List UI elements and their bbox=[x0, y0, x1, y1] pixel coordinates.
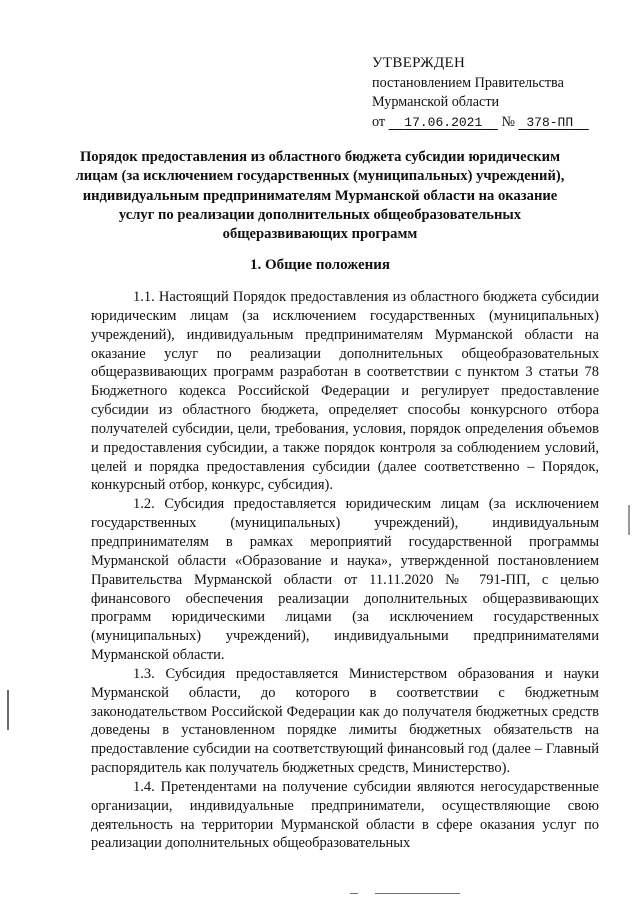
scan-margin-mark bbox=[7, 690, 9, 730]
approval-number bbox=[519, 115, 589, 130]
paragraph-1-3: 1.3. Субсидия предоставляется Министерством образования и науки Мурманской области, до которого в соответствии с бюджетным законодательством Российской Федерации как до получателя бюджетных средств доведены в установленном порядке лимиты бюджетных обязательств на предоставление субсидии на соответствующий финансовый год (далее – Главный распорядитель как получатель бюджетных средств, Министерство). bbox=[91, 665, 599, 777]
approval-number-value: 378-ПП bbox=[526, 114, 574, 130]
approval-date bbox=[389, 115, 498, 130]
section-heading: 1. Общие положения bbox=[249, 257, 391, 273]
section-body bbox=[91, 288, 599, 853]
bottom-mark-short bbox=[350, 893, 358, 894]
approval-date-line bbox=[372, 113, 622, 133]
date-prefix: от bbox=[372, 113, 386, 130]
approval-line-1: постановлением Правительства bbox=[372, 74, 564, 91]
approval-date-value: 17.06.2021 bbox=[404, 114, 483, 130]
approval-line-2: Мурманской области bbox=[372, 94, 500, 110]
paragraph-1-1: 1.1. Настоящий Порядок предоставления из областного бюджета субсидии юридическим лицам (за исключением государственных (муниципальных) учреждений), индивидуальным предпринимателям Мурманской области на оказание услуг по реализации дополнительных общеобразовательных общеразвивающих программ разработан в соответствии с пунктом 3 статьи 78 Бюджетного кодекса Российской Федерации и регулирует предоставление субсидии из областного бюджета, определяет способы конкурсного отбора получателей субсидии, цели, требования, условия, порядок определения объемов и предоставления субсидии, а также порядок контроля за соблюдением условий, целей и порядка предоставления субсидии (далее соответственно – Порядок, конкурсный отбор, конкурс, субсидия). bbox=[91, 289, 599, 494]
paragraph-1-2: 1.2. Субсидия предоставляется юридическим лицам (за исключением государственных (муниципальных) учреждений), индивидуальным предпринимателям в рамках мероприятий государственной программы Мурманской области «Образование и наука», утвержденной постановлением Правительства Мурманской области от 11.11.2020 № 791-ПП, с целью финансового обеспечения реализации дополнительных общеразвивающих программ юридическими лицами (за исключением государственных (муниципальных) учреждений), индивидуальными предпринимателями Мурманской области. bbox=[91, 496, 599, 664]
scan-edge-mark bbox=[628, 505, 630, 535]
document-title: Порядок предоставления из областного бюджета субсидии юридическим лицам (за исключением государственных (муниципальных) учреждений), индивидуальным предпринимателям Мурманской области на оказание услуг по реализации дополнительных общеобразовательных общеразвивающих программ bbox=[75, 149, 565, 243]
scan-bottom-marks bbox=[350, 893, 470, 897]
approval-title: УТВЕРЖДЕН bbox=[372, 55, 466, 71]
paragraph-1-4: 1.4. Претендентами на получение субсидии являются негосударственные организации, индивидуальные предприниматели, осуществляющие свою деятельность на территории Мурманской области в сфере оказания услуг по реализации дополнительных общеобразовательных bbox=[91, 778, 599, 852]
bottom-mark-long bbox=[375, 893, 460, 894]
number-prefix: № bbox=[501, 113, 515, 130]
approval-stamp bbox=[372, 54, 622, 132]
